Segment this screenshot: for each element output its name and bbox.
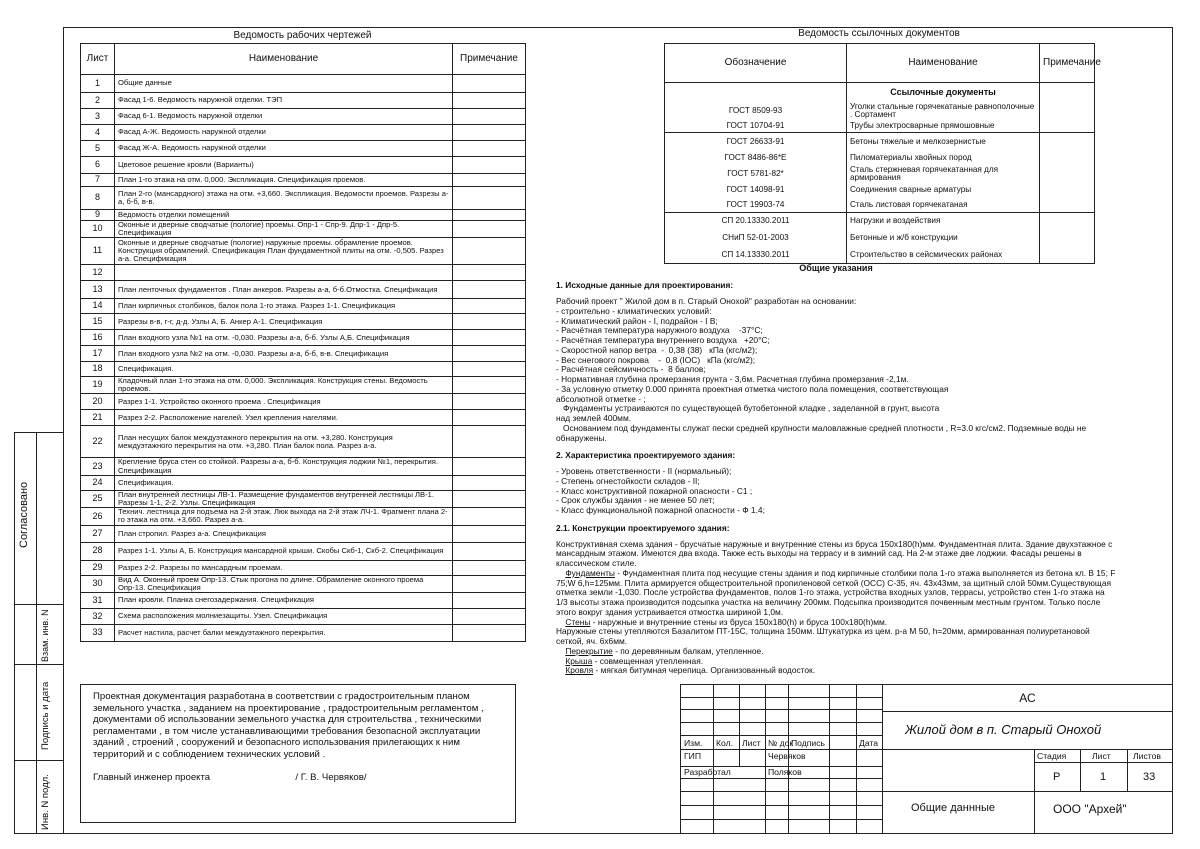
sheet-name: Крепление бруса стен со стойкой. Разрезы а-а, б-б. Конструкция лоджии №1, перекрытия. Спецификация [115,458,453,475]
ref-doc-name: Соединения сварные арматуры [850,185,972,195]
sheet-name: План 1-го этажа на отм. 0,000. Экспликация. Спецификация проемов. [115,174,453,187]
sheet-number: 10 [81,220,115,237]
sheet-note [453,314,526,330]
sheet-number: 12 [81,265,115,281]
sheet-note [453,75,526,93]
sheet-name: Схема расположения молниезащиты. Узел. Спецификация [115,608,453,624]
sheet-row [81,608,526,624]
ref-doc-name: Трубы электросварные прямошовные [847,120,1040,133]
sheets-label: Листов [1133,751,1161,761]
sheet-number: 4 [81,125,115,141]
ref-doc-row [665,166,1095,183]
ref-doc-row [665,103,1095,120]
sheet-row [81,299,526,314]
sheet-value: 1 [1100,771,1107,783]
sheet-note [453,508,526,525]
sheet-name [115,265,453,281]
ref-doc-note [1040,247,1095,264]
sheet-note [453,299,526,314]
sheet-row [81,575,526,592]
statement-text: Проектная документация разработана в соответствии с градостроительным планом земельного участка , заданием на проектирование , градостроительным регламентом , документами об использовании земельного участка для строительства , техническими регламентами , в том числе устанавливающими требования безопасной эксплуатации зданий , строений , сооружений и безопасного использования прилегающих к ним территорий и с соблюдением технических условий . [93,691,484,760]
developer-label: Разработал [684,767,731,777]
col-list: Лист [742,738,761,748]
ref-doc-note [1040,183,1095,198]
sheet-note [453,362,526,377]
notes-heading-1: 1. Исходные данные для проектирования: [556,280,734,291]
sheet-row [81,508,526,525]
ref-doc-note [1040,213,1095,230]
sheet-note [453,377,526,394]
sheet-note [453,109,526,125]
term-foundations: Фундаменты [565,567,615,578]
sheet-number: 30 [81,575,115,592]
sheet-name: Кладочный план 1-го этажа на отм. 0,000. Экспликация. Конструкция стены. Ведомость проемов. [115,377,453,394]
sheet-row [81,475,526,490]
ref-doc-code: ГОСТ 19903-74 [665,198,847,213]
sheet-note [453,525,526,542]
gip-label: ГИП [684,751,702,761]
sheet-name: Цветовое решение кровли (Варианты) [115,157,453,174]
sheet-name: План внутренней лестницы ЛВ-1. Размещение фундаментов внутренней лестницы ЛВ-1. Разрезы 1-1, 2-2. Узлы. Спецификация [115,490,453,507]
ref-doc-row [665,120,1095,133]
sheet-name: План входного узла №2 на отм. -0,030. Разрезы а-а, б-б, в-в. Спецификация [115,346,453,362]
ref-doc-code: ГОСТ 5781-82* [665,166,847,183]
notes-heading-2: 2. Характеристика проектируемого здания: [556,450,736,461]
agreed-label: Согласовано [18,481,30,548]
sheet-name: Разрез 2-2. Разрезы по мансардным проемам. [115,560,453,575]
ref-doc-note [1040,120,1095,133]
sheet-row [81,525,526,542]
term-walls: Стены [565,616,591,627]
sheet-name: Разрезы в-в, г-г, д-д. Узлы А, Б. Анкер А-1. Спецификация [115,314,453,330]
sheet-name: Фасад 1-6. Ведомость наружной отделки. ТЭП [115,93,453,109]
col-ndoc: № док [768,738,794,748]
col-sheet: Лист [81,44,115,75]
ref-doc-note [1040,133,1095,151]
sheet-name: Расчет настила, расчет балки междуэтажного перекрытия. [115,624,453,641]
ref-doc-note [1040,198,1095,213]
sheet-number: 13 [81,281,115,299]
ref-doc-row [665,213,1095,230]
sheet-name: План входного узла №1 на отм. -0,030. Разрезы а-а, б-б. Узлы А,Б. Спецификация [115,330,453,346]
sheet-name: План кирпичных столбиков, балок пола 1-го этажа. Разрез 1-1. Спецификация [115,299,453,314]
notes-foundations: - Фундаментная плита под несущие стены здания и под кирпичные столбики пола 1-го этажа выполняется из бетона кл. В 15; F 75;W 6,h=125мм. Плита армируется общестроительной пропиленовой сеткой (ОСС) С-35, яч. 43х43мм, за щитный слой 50мм.Существующая отметка земли -1,030. После устройства фундаментов, полов 1-го этажа, устройства входных узлов, террасы, устройство стен 1-го этажа на 1/3 высоты этажа производится подсыпка участка на величину 200мм. Подсыпка производится почвенным местным грунтом. Только после этого вокруг здания устраивается отмостка шириной 1,0м. [556,567,1118,617]
sheet-name: Разрез 2-2. Расположение нагелей. Узел крепления нагелями. [115,410,453,426]
sheet-name: Спецификация. [115,475,453,490]
sheet-note [453,575,526,592]
sheet-note [453,174,526,187]
sheet-note [453,458,526,475]
sheet-name: Технич. лестница для подъема на 2-й этаж. Люк выхода на 2-й этаж ЛЧ-1. Фрагмент плана 2-го этажа на отм. +3,660. Разрез а-а. [115,508,453,525]
col-kol: Кол. [716,738,733,748]
term-roof: Крыша [565,655,593,666]
sheet-number: 7 [81,174,115,187]
ref-doc-row [665,247,1095,264]
sheet-row [81,426,526,458]
sheet-row [81,458,526,475]
sheet-note [453,560,526,575]
ref-doc-name: Сталь стержневая горячекатанная для армирования [850,164,999,183]
sheet-number: 33 [81,624,115,641]
sheet-number: 16 [81,330,115,346]
sheet-name: Фасад Ж-А. Ведомость наружной отделки [115,141,453,157]
sheet-row [81,410,526,426]
sheet-number: 26 [81,508,115,525]
ref-doc-name: Бетоны тяжелые и мелкозернистые [850,136,986,146]
sheet-row [81,624,526,641]
sheet-name: Фасад 6-1. Ведомость наружной отделки [115,109,453,125]
notes-covering: - мягкая битумная черепица. Организованный водосток. [593,665,816,676]
notes-roof: - совмещенная утепленная. [592,655,704,666]
title-block [680,684,1173,834]
sheet-row [81,75,526,93]
general-notes [556,263,1116,676]
notes-walls: - наружные и внутренние стены из бруса 150х180(h) и бруса 100х180(h)мм. Наружные стены утепляются Базалитом ПТ-15С, толщина 150мм. Штукатурка из цем. р-а М 50, h=20мм, армированная полиуретановой сеткой, яч. 6х6мм. [556,616,1090,647]
sheet-label: Лист [1092,751,1111,761]
sheet-number: 25 [81,490,115,507]
sheet-name: План несущих балок междуэтажного перекрытия на отм. +3,280. Конструкция междуэтажного перекрытия на отм. +3,280. План балок пола. Разрез а-а. [115,426,453,458]
developer-name: Поляков [768,767,802,777]
sheet-row [81,141,526,157]
sheet-number: 32 [81,608,115,624]
sheet-note [453,210,526,221]
sheet-row [81,592,526,608]
term-covering: Кровля [565,665,594,676]
ref-doc-code: ГОСТ 8509-93 [665,103,847,120]
sheet-row [81,125,526,141]
sheet-note [453,125,526,141]
ref-doc-name: Строительство в сейсмических районах [847,247,1040,264]
ref-doc-row [665,151,1095,166]
sheet-note [453,394,526,410]
ref-doc-code: ГОСТ 8486-86*Е [665,151,847,166]
sheet-number: 18 [81,362,115,377]
sheet-name: Спецификация. [115,362,453,377]
sheet-name: Оконные и дверные сводчатые (пологие) проемы. Опр-1 - Спр-9. Дпр-1 - Дпр-5. Спецификация [115,220,453,237]
ref-doc-note [1040,230,1095,247]
company-name: ООО "Архей" [1053,802,1127,816]
sheet-row [81,281,526,299]
sheet-number: 21 [81,410,115,426]
sheet-name: Фасад А-Ж. Ведомость наружной отделки [115,125,453,141]
ref-doc-row [665,183,1095,198]
ref-doc-name: Бетонные и ж/б конструкции [850,233,958,243]
sign-name: / Г. В. Червяков/ [295,772,367,783]
project-title: Жилой дом в п. Старый Онохой [905,722,1102,737]
sheet-number: 17 [81,346,115,362]
sheet-name: Вид А. Оконный проем Опр-13. Стык прогона по длине. Обрамление оконного проема Опр-13. Спецификация [115,575,453,592]
ref-docs-title: Ведомость ссылочных документов [798,28,960,39]
ref-doc-code: ГОСТ 14098-91 [665,183,847,198]
ref-doc-row [665,230,1095,247]
sheet-name: План 2-го (мансардного) этажа на отм. +3,660. Экспликация. Ведомости проемов. Разрезы а-а, б-б, в-в. [115,187,453,210]
sheet-row [81,238,526,265]
sheet-note [453,475,526,490]
sheet-number: 5 [81,141,115,157]
sheet-number: 27 [81,525,115,542]
sign-role: Главный инженер проекта [93,772,211,783]
sheet-row [81,362,526,377]
sheet-note [453,220,526,237]
sheet-note [453,141,526,157]
sheet-row [81,560,526,575]
sheet-number: 15 [81,314,115,330]
ref-doc-code: СНиП 52-01-2003 [665,230,847,247]
sheet-name: Разрез 1-1. Устройство оконного проема . Спецификация [115,394,453,410]
sheet-row [81,265,526,281]
sheet-number: 31 [81,592,115,608]
ref-doc-row [665,133,1095,151]
sheet-note [453,346,526,362]
stage-value: Р [1053,771,1061,783]
sheet-number: 23 [81,458,115,475]
sheet-number: 14 [81,299,115,314]
sheet-name: Разрез 1-1. Узлы А, Б. Конструкция мансардной крыши. Скобы Скб-1, Скб-2. Спецификация [115,542,453,560]
sheet-note [453,426,526,458]
sheet-row [81,377,526,394]
sheet-list-title: Ведомость рабочих чертежей [233,30,372,41]
sheet-row [81,93,526,109]
sheet-name: План ленточных фундаментов . План анкеров. Разрезы а-а, б-б.Отмостка. Спецификация [115,281,453,299]
col-doc-note: Примечание [1040,44,1095,83]
sheet-row [81,542,526,560]
notes-paragraph-1: Рабочий проект " Жилой дом в п. Старый Онохой" разработан на основании: - строительно - климатических условий: - Климатический район - I, подрайон - I В; - Расчётная температура наружного воздуха -37°С; - Расчётная температура внутреннего воздуха +20°С; - Скоростной напор ветра - 0,38 (38) кПа (кгс/м2); - Вес снегового покрова - 0,8 (ІОС) кПа (кгс/м2); - Расчётная сейсмичность - 8 баллов; - Нормативная глубина промерзания грунта - 3,6м. Расчетная глубина промерзания -2,1м. - За условную отметку 0.000 принята проектная отметка чистого пола помещения, соответствующая абсолютной отметке - ; Фундаменты устраиваются по существующей бутобетонной кладке , заделанной в грунт, высота над землей 400мм. Основанием под фундаменты служат пески средней крупности маловлажные средней плотности , R=3.0 кгс/см2. Подземные воды не обнаружены. [556,296,1087,443]
sheet-number: 1 [81,75,115,93]
sheet-name: План кровли. Планка снегозадержания. Спецификация [115,592,453,608]
sheet-number: 2 [81,93,115,109]
sheet-note [453,490,526,507]
col-code: Обозначение [665,44,847,83]
inv-original-label: Инв. N подл. [40,774,51,830]
sheet-number: 29 [81,560,115,575]
sheet-note [453,281,526,299]
ref-doc-name: Уголки стальные горячекатаные равнополочные . Сортамент [850,101,1035,120]
ref-doc-name: Нагрузки и воздействия [850,216,941,226]
project-code: АС [1019,691,1036,705]
sheet-number: 20 [81,394,115,410]
sheet-note [453,542,526,560]
sheet-note [453,265,526,281]
sheet-number: 19 [81,377,115,394]
ref-doc-code: СП 14.13330.2011 [665,247,847,264]
sheet-note [453,330,526,346]
col-name: Наименование [115,44,453,75]
sheet-note [453,157,526,174]
sheet-row [81,220,526,237]
sheet-number: 3 [81,109,115,125]
ref-doc-name: Пиломатериалы хвойных пород [850,152,972,162]
ref-docs-table [664,43,1101,264]
signature-line [93,772,507,784]
ref-doc-note [1040,103,1095,120]
col-date: Дата [859,738,879,748]
ref-doc-code: СП 20.13330.2011 [665,213,847,230]
term-floor: Перекрытие [565,645,613,656]
sign-date-label: Подпись и дата [40,681,51,750]
col-sign: Подпись [791,738,826,748]
sheet-row [81,346,526,362]
notes-floor: - по деревянным балкам, утепленное. [612,645,764,656]
sheets-value: 33 [1143,771,1156,783]
sheet-note [453,624,526,641]
sheet-row [81,394,526,410]
sheet-row [81,157,526,174]
col-izm: Изм. [684,738,703,748]
sheet-row [81,330,526,346]
sheet-title: Общие даннные [911,802,996,814]
sheet-row [81,490,526,507]
notes-structure: Конструктивная схема здания - брусчатые наружные и внутренние стены из бруса 150х180(h)мм. Фундаментная плита. Здание двухэтажное с мансардным этажом. Имеются два входа. Также есть выходы на террасу и в зимний сад. На 2-м этаже две лоджии. Фасады решены в классическом стиле. [556,538,1115,569]
sheet-name: План стропил. Разрез а-а. Спецификация [115,525,453,542]
ref-doc-note [1040,151,1095,166]
ref-section-heading: Ссылочные документы [890,87,996,98]
sheet-note [453,238,526,265]
sheet-number: 22 [81,426,115,458]
ref-doc-code: ГОСТ 26633-91 [665,133,847,151]
sheet-note [453,187,526,210]
sheet-note [453,410,526,426]
sheet-note [453,592,526,608]
notes-paragraph-2: - Уровень ответственности - II (нормальный); - Степень огнестойкости складов - II; - Класс конструктивной пожарной опасности - С1 ; - Срок службы здания - не менее 50 лет; - Класс функциональной пожарной опасности - Ф 1.4; [556,466,765,516]
sheet-name: Общие данные [115,75,453,93]
sheet-row [81,109,526,125]
ref-doc-name: Сталь листовая горячекатаная [847,198,1040,213]
sheet-row [81,187,526,210]
notes-heading-3: 2.1. Конструкции проектируемого здания: [556,522,730,533]
compliance-statement [80,684,516,823]
sheet-name: Ведомость отделки помещений [115,210,453,221]
notes-title: Общие указания [799,263,873,273]
stage-label: Стадия [1037,751,1067,761]
sheet-name: Оконные и дверные сводчатые (пологие) наружные проемы. обрамление проемов. Конструкция обрамлений. Спецификация План фундаментной плиты на отм. -0,505. Разрез а-а. Спецификация [115,238,453,265]
sheet-row [81,314,526,330]
ref-doc-code: ГОСТ 10704-91 [665,120,847,133]
sheet-number: 8 [81,187,115,210]
sheet-number: 11 [81,238,115,265]
ref-doc-row [665,198,1095,213]
sheet-number: 28 [81,542,115,560]
col-note: Примечание [453,44,526,75]
ref-doc-note [1040,166,1095,183]
sheet-row [81,174,526,187]
sheet-number: 9 [81,210,115,221]
sheet-list-table [80,43,526,642]
sheet-number: 24 [81,475,115,490]
gip-name: Червяков [768,751,806,761]
sheet-number: 6 [81,157,115,174]
col-doc-name: Наименование [847,44,1040,83]
inv-replacement-label: Взам. инв. N [40,609,50,662]
sheet-note [453,93,526,109]
sheet-note [453,608,526,624]
sheet-row [81,210,526,221]
